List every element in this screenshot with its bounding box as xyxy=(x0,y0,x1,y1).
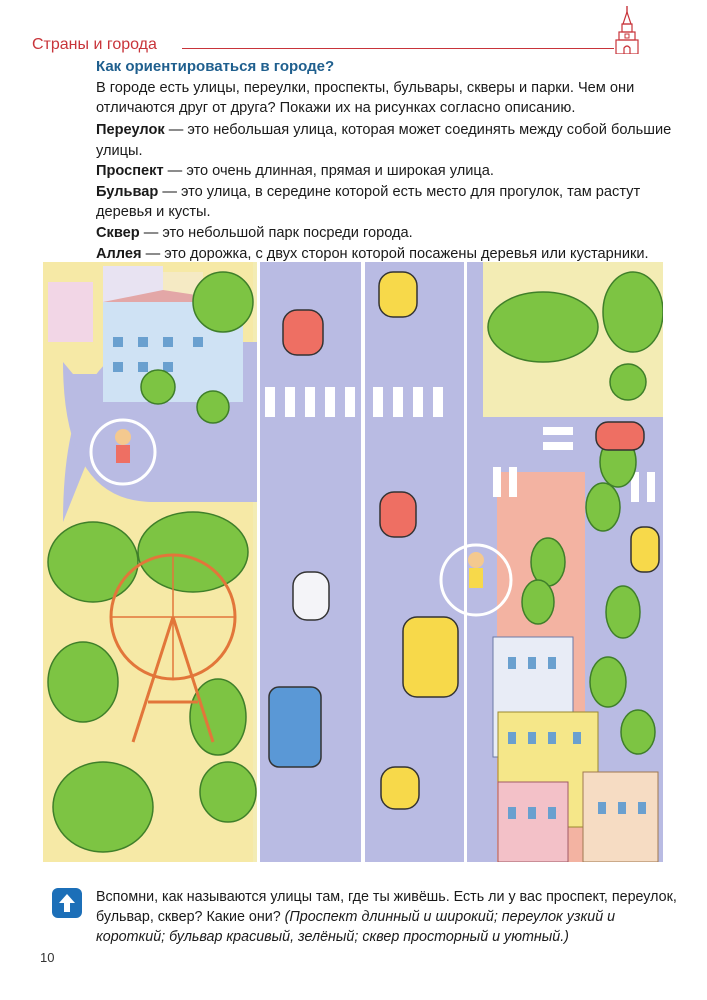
city-illustration xyxy=(43,262,663,862)
definition-term: Сквер xyxy=(96,224,140,241)
definition-term: Проспект xyxy=(96,163,164,180)
definition-prospekt xyxy=(96,161,686,182)
definition-term: Бульвар xyxy=(96,183,159,200)
page-header xyxy=(0,0,707,56)
kremlin-tower-icon xyxy=(612,6,642,54)
crosswalk-top xyxy=(265,387,443,417)
avenue-curb xyxy=(257,262,260,862)
header-rule xyxy=(182,48,614,49)
car-yellow-bottom xyxy=(381,767,419,809)
right-street-road xyxy=(467,262,483,417)
definition-pereulok xyxy=(96,120,686,161)
bus-yellow xyxy=(403,617,458,697)
up-arrow-icon xyxy=(52,888,82,918)
definitions-list xyxy=(96,120,686,264)
definition-term: Переулок xyxy=(96,122,165,138)
car-yellow-right xyxy=(631,527,659,572)
intro-paragraph: В городе есть улицы, переулки, проспекты, бульвары, скверы и парки. Чем они отличаются друг от друга? Покажи их на рисунках согласно описанию. xyxy=(96,80,635,116)
car-red-middle xyxy=(380,492,416,537)
car-red-right xyxy=(596,422,644,450)
section-title: Страны и города xyxy=(32,36,157,53)
definition-text: — это небольшой парк посреди города. xyxy=(139,224,413,241)
definition-term: Аллея xyxy=(96,245,142,262)
page-number: 10 xyxy=(40,950,55,965)
truck-blue xyxy=(269,687,321,767)
task-paragraph xyxy=(96,887,681,947)
definition-text: — это улица, в середине которой есть место для прогулок, там растут деревья и кусты. xyxy=(96,183,641,221)
definition-text: — это дорожка, с двух сторон которой посажены деревья или кустарники. xyxy=(141,245,649,262)
avenue-curb xyxy=(464,262,467,862)
lesson-heading: Как ориентироваться в городе? xyxy=(96,58,335,75)
task-question: Вспомни, как называются улицы там, где ты живёшь. Есть ли у вас проспект, переулок, бульвар, сквер? Какие они? xyxy=(96,889,677,925)
avenue-center-line xyxy=(361,262,365,862)
car-yellow-top xyxy=(379,272,417,317)
car-white xyxy=(293,572,329,620)
definition-text: — это небольшая улица, которая может соединять между собой большие улицы. xyxy=(96,122,672,159)
car-red-top xyxy=(283,310,323,355)
definition-bulvar xyxy=(96,182,686,223)
definition-text: — это очень длинная, прямая и широкая улица. xyxy=(163,163,494,180)
task-answer: (Проспект длинный и широкий; переулок узкий и короткий; бульвар красивый, зелёный; сквер просторный и уютный.) xyxy=(96,909,616,945)
definition-skver xyxy=(96,223,686,244)
